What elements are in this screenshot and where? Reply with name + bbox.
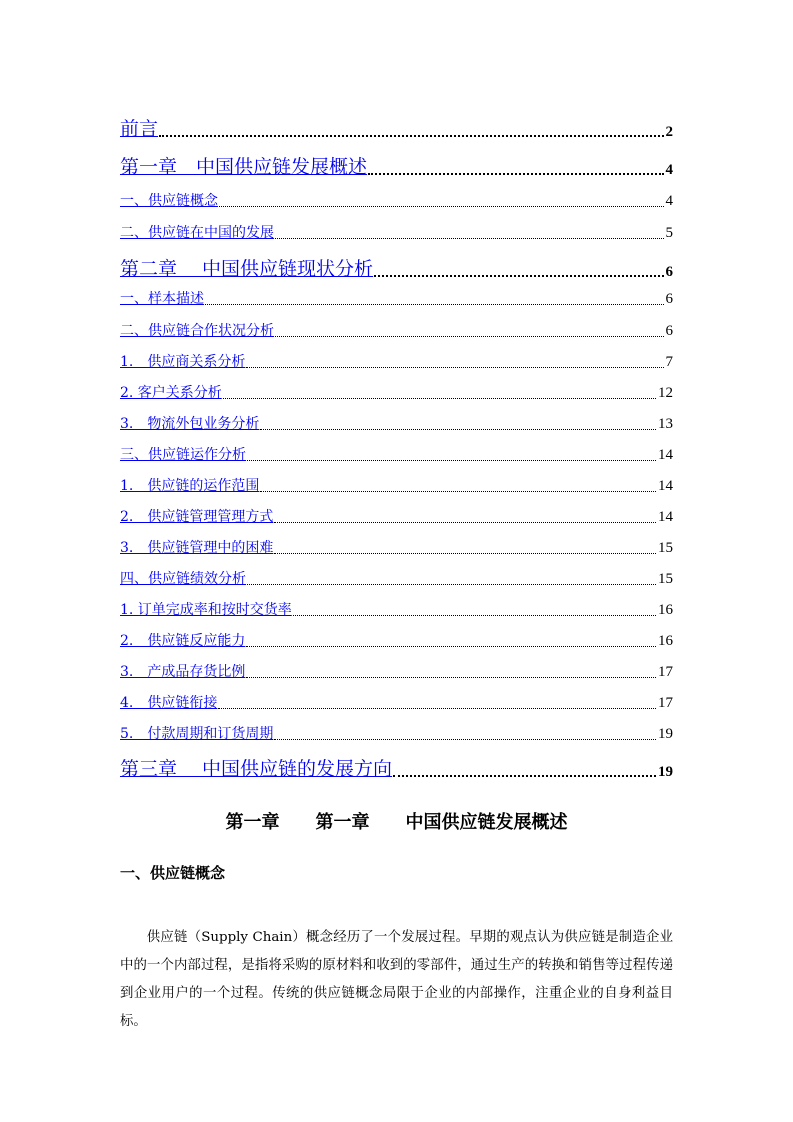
toc-entry-link[interactable]: 二、供应链合作状况分析 <box>120 323 274 339</box>
leader-dots <box>219 206 664 207</box>
leader-dots <box>246 367 663 368</box>
toc-entry[interactable] <box>120 537 673 557</box>
toc-entry-link[interactable]: 一、供应链概念 <box>120 193 218 209</box>
toc-entry[interactable] <box>120 661 673 681</box>
leader-dots <box>275 238 664 239</box>
toc-page-number: 19 <box>658 726 673 742</box>
toc-entry[interactable] <box>120 568 673 588</box>
toc-entry[interactable] <box>120 222 673 242</box>
toc-page-number: 6 <box>665 264 673 280</box>
toc-page-number: 14 <box>658 478 673 494</box>
toc-entry[interactable] <box>120 288 673 308</box>
toc-page-number: 4 <box>665 162 673 178</box>
toc-entry[interactable] <box>120 723 673 743</box>
toc-entry-link[interactable]: 前言 <box>120 118 159 140</box>
leader-dots <box>260 491 656 492</box>
toc-entry[interactable] <box>120 630 673 650</box>
toc-entry[interactable] <box>120 152 673 179</box>
toc-entry-link[interactable]: 2. 客户关系分析 <box>120 385 222 401</box>
leader-dots <box>247 460 656 461</box>
toc-page-number: 7 <box>665 354 673 370</box>
leader-dots <box>218 708 656 709</box>
toc-entry-link[interactable]: 3. 产成品存货比例 <box>120 664 246 680</box>
toc-page-number: 12 <box>658 385 673 401</box>
toc-page-number: 6 <box>665 291 673 307</box>
leader-dots <box>260 429 656 430</box>
toc-entry-link[interactable]: 一、样本描述 <box>120 291 204 307</box>
toc-entry-link[interactable]: 1. 订单完成率和按时交货率 <box>120 602 292 618</box>
toc-page-number: 4 <box>665 193 673 209</box>
toc-page-number: 15 <box>658 571 673 587</box>
toc-entry[interactable] <box>120 254 673 281</box>
toc-entry-link[interactable]: 4. 供应链衔接 <box>120 695 218 711</box>
toc-entry-link[interactable]: 1. 供应商关系分析 <box>120 354 246 370</box>
toc-entry-link[interactable]: 3. 物流外包业务分析 <box>120 416 260 432</box>
toc-entry[interactable] <box>120 351 673 371</box>
toc-entry[interactable] <box>120 692 673 712</box>
toc-page-number: 17 <box>658 664 673 680</box>
leader-dots <box>275 336 664 337</box>
toc-entry-link[interactable]: 第一章 中国供应链发展概述 <box>120 156 368 178</box>
section-heading: 一、供应链概念 <box>120 864 226 882</box>
toc-entry-link[interactable]: 1. 供应链的运作范围 <box>120 478 260 494</box>
toc-entry[interactable] <box>120 382 673 402</box>
toc-page-number: 15 <box>658 540 673 556</box>
toc-page-number: 14 <box>658 509 673 525</box>
toc-entry-link[interactable]: 四、供应链绩效分析 <box>120 571 246 587</box>
leader-dots <box>274 739 656 740</box>
toc-entry[interactable] <box>120 506 673 526</box>
toc-page-number: 16 <box>658 633 673 649</box>
leader-dots <box>274 553 656 554</box>
toc-page-number: 5 <box>665 225 673 241</box>
toc-entry-link[interactable]: 二、供应链在中国的发展 <box>120 225 274 241</box>
toc-entry[interactable] <box>120 190 673 210</box>
toc-entry-link[interactable]: 2. 供应链管理管理方式 <box>120 509 274 525</box>
toc-entry-link[interactable]: 2. 供应链反应能力 <box>120 633 246 649</box>
toc-entry[interactable] <box>120 320 673 340</box>
toc-entry[interactable] <box>120 475 673 495</box>
leader-dots <box>159 135 663 137</box>
toc-page-number: 17 <box>658 695 673 711</box>
chapter-heading: 第一章 第一章 中国供应链发展概述 <box>225 812 568 833</box>
toc-entry[interactable] <box>120 599 673 619</box>
toc-entry[interactable] <box>120 114 673 141</box>
leader-dots <box>246 677 656 678</box>
leader-dots <box>205 304 664 305</box>
toc-page-number: 16 <box>658 602 673 618</box>
toc-page-number: 2 <box>665 124 673 140</box>
toc-entry-link[interactable]: 第二章 中国供应链现状分析 <box>120 258 374 280</box>
toc-entry[interactable] <box>120 444 673 464</box>
leader-dots <box>293 615 656 616</box>
leader-dots <box>223 398 656 399</box>
toc-page-number: 13 <box>658 416 673 432</box>
leader-dots <box>274 522 656 523</box>
toc-entry-link[interactable]: 第三章 中国供应链的发展方向 <box>120 758 393 780</box>
leader-dots <box>368 173 663 175</box>
toc-entry-link[interactable]: 3. 供应链管理中的困难 <box>120 540 274 556</box>
leader-dots <box>393 775 656 777</box>
toc-page-number: 14 <box>658 447 673 463</box>
toc-page-number: 19 <box>658 764 673 780</box>
leader-dots <box>246 646 656 647</box>
toc-entry[interactable] <box>120 413 673 433</box>
leader-dots <box>247 584 656 585</box>
body-paragraph: 供应链（Supply Chain）概念经历了一个发展过程。早期的观点认为供应链是制造企业中的一个内部过程，是指将采购的原材料和收到的零部件，通过生产的转换和销售等过程传递到企业用户的一个过程。传统的供应链概念局限于企业的内部操作，注重企业的自身利益目标。 <box>120 930 673 1030</box>
toc-entry-link[interactable]: 三、供应链运作分析 <box>120 447 246 463</box>
leader-dots <box>374 275 663 277</box>
toc-entry[interactable] <box>120 754 673 781</box>
toc-entry-link[interactable]: 5. 付款周期和订货周期 <box>120 726 274 742</box>
toc-page-number: 6 <box>665 323 673 339</box>
